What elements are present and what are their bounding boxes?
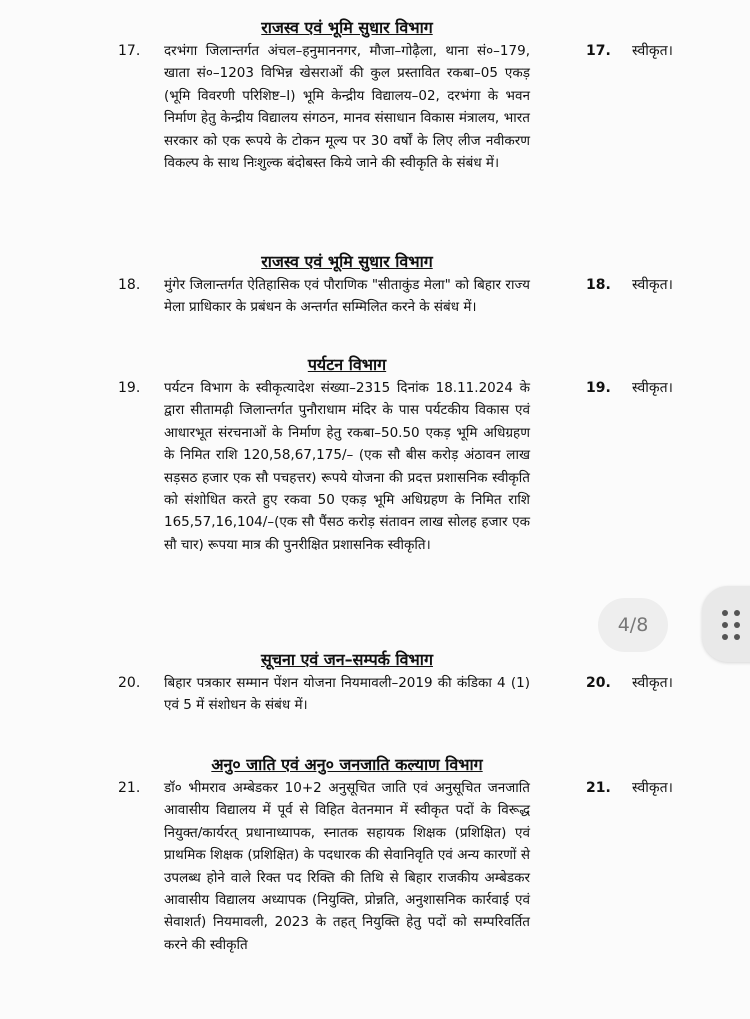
item-text: डॉ० भीमराव अम्बेडकर 10+2 अनुसूचित जाति एवं अनुसूचित जनजाति आवासीय विद्यालय में पूर्व से विहित वेतनमान में स्वीकृत पदों के विरूद्ध नियुक्त/कार्यरत् प्रधानाध्यापक, स्नातक सहायक शिक्षक (प्रशिक्षित) एवं प्राथमिक शिक्षक (प्रशिक्षित) के पदधारक की सेवानिवृति एवं अन्य कारणों से उपलब्ध होने वाले रिक्त पद रिक्ति की तिथि से बिहार राजकीय अम्बेडकर आवासीय विद्यालय अध्यापक (नियुक्ति, प्रोन्नति, अनुशासनिक कार्रवाई एवं सेवाशर्त) नियमावली, 2023 के तहत् नियुक्ति हेतु पदों को सम्परिवर्तित करने की स्वीकृति bbox=[164, 780, 530, 953]
department-heading: अनु० जाति एवं अनु० जनजाति कल्याण विभाग bbox=[211, 755, 483, 774]
item-text: मुंगेर जिलान्तर्गत ऐतिहासिक एवं पौराणिक "सीताकुंड मेला" को बिहार राज्य मेला प्राधिकार के प्रबंधन के अन्तर्गत सम्मिलित करने के संबंध में। bbox=[164, 277, 530, 316]
department-heading: सूचना एवं जन–सम्पर्क विभाग bbox=[261, 650, 433, 669]
item-number: 18. bbox=[118, 277, 141, 293]
decision-status: स्वीकृत। bbox=[632, 277, 673, 293]
item-number: 21. bbox=[118, 780, 141, 796]
decision-number: 17. bbox=[586, 43, 611, 59]
decision-status: स्वीकृत। bbox=[632, 43, 673, 59]
decision-status: स्वीकृत। bbox=[632, 780, 673, 796]
item-number: 20. bbox=[118, 675, 141, 691]
item-number: 17. bbox=[118, 43, 141, 59]
decision-status: स्वीकृत। bbox=[632, 675, 673, 691]
grid-dots-icon bbox=[722, 610, 750, 640]
decision-number: 19. bbox=[586, 380, 611, 396]
page-indicator: 4/8 bbox=[598, 598, 668, 652]
item-number: 19. bbox=[118, 380, 141, 396]
item-text: दरभंगा जिलान्तर्गत अंचल–हनुमाननगर, मौजा–गोढ़ैला, थाना सं०–179, खाता सं०–1203 विभिन्न खेसराओं की कुल प्रस्तावित रकबा–05 एकड़ (भूमि विवरणी परिशिष्ट–I) भूमि केन्द्रीय विद्यालय–02, दरभंगा के भवन निर्माण हेतु केन्द्रीय विद्यालय संगठन, मानव संसाधान विकास मंत्रालय, भारत सरकार को एक रूपये के टोकन मूल्य पर 30 वर्षों के लिए लीज नवीकरण विकल्प के साथ निःशुल्क बंदोबस्त किये जाने की स्वीकृति के संबंध में। bbox=[164, 43, 530, 172]
department-heading: राजस्व एवं भूमि सुधार विभाग bbox=[261, 252, 433, 271]
item-text: बिहार पत्रकार सम्मान पेंशन योजना नियमावली–2019 की कंडिका 4 (1) एवं 5 में संशोधन के संबंध में। bbox=[164, 675, 530, 714]
department-heading: राजस्व एवं भूमि सुधार विभाग bbox=[261, 18, 433, 37]
decision-number: 20. bbox=[586, 675, 611, 691]
department-heading: पर्यटन विभाग bbox=[307, 355, 387, 374]
item-text: पर्यटन विभाग के स्वीकृत्यादेश संख्या–2315 दिनांक 18.11.2024 के द्वारा सीतामढ़ी जिलान्तर्गत पुनौराधाम मंदिर के पास पर्यटकीय विकास एवं आधारभूत संरचनाओं के निर्माण हेतु रकबा–50.50 एकड़ भूमि अधिग्रहण के निमित राशि 120,58,67,175/– (एक सौ बीस करोड़ अंठावन लाख सड़सठ हजार एक सौ पचहत्तर) रूपये योजना की प्रदत्त प्रशासनिक स्वीकृति को संशोधित करते हुए रकवा 50 एकड़ भूमि अधिग्रहण के निमित राशि 165,57,16,104/–(एक सौ पैंसठ करोड़ संतावन लाख सोलह हजार एक सौ चार) रूपया मात्र की पुनरीक्षित प्रशासनिक स्वीकृति। bbox=[164, 380, 530, 553]
decision-status: स्वीकृत। bbox=[632, 380, 673, 396]
decision-number: 21. bbox=[586, 780, 611, 796]
decision-number: 18. bbox=[586, 277, 611, 293]
viewer-menu-button[interactable] bbox=[702, 586, 750, 662]
